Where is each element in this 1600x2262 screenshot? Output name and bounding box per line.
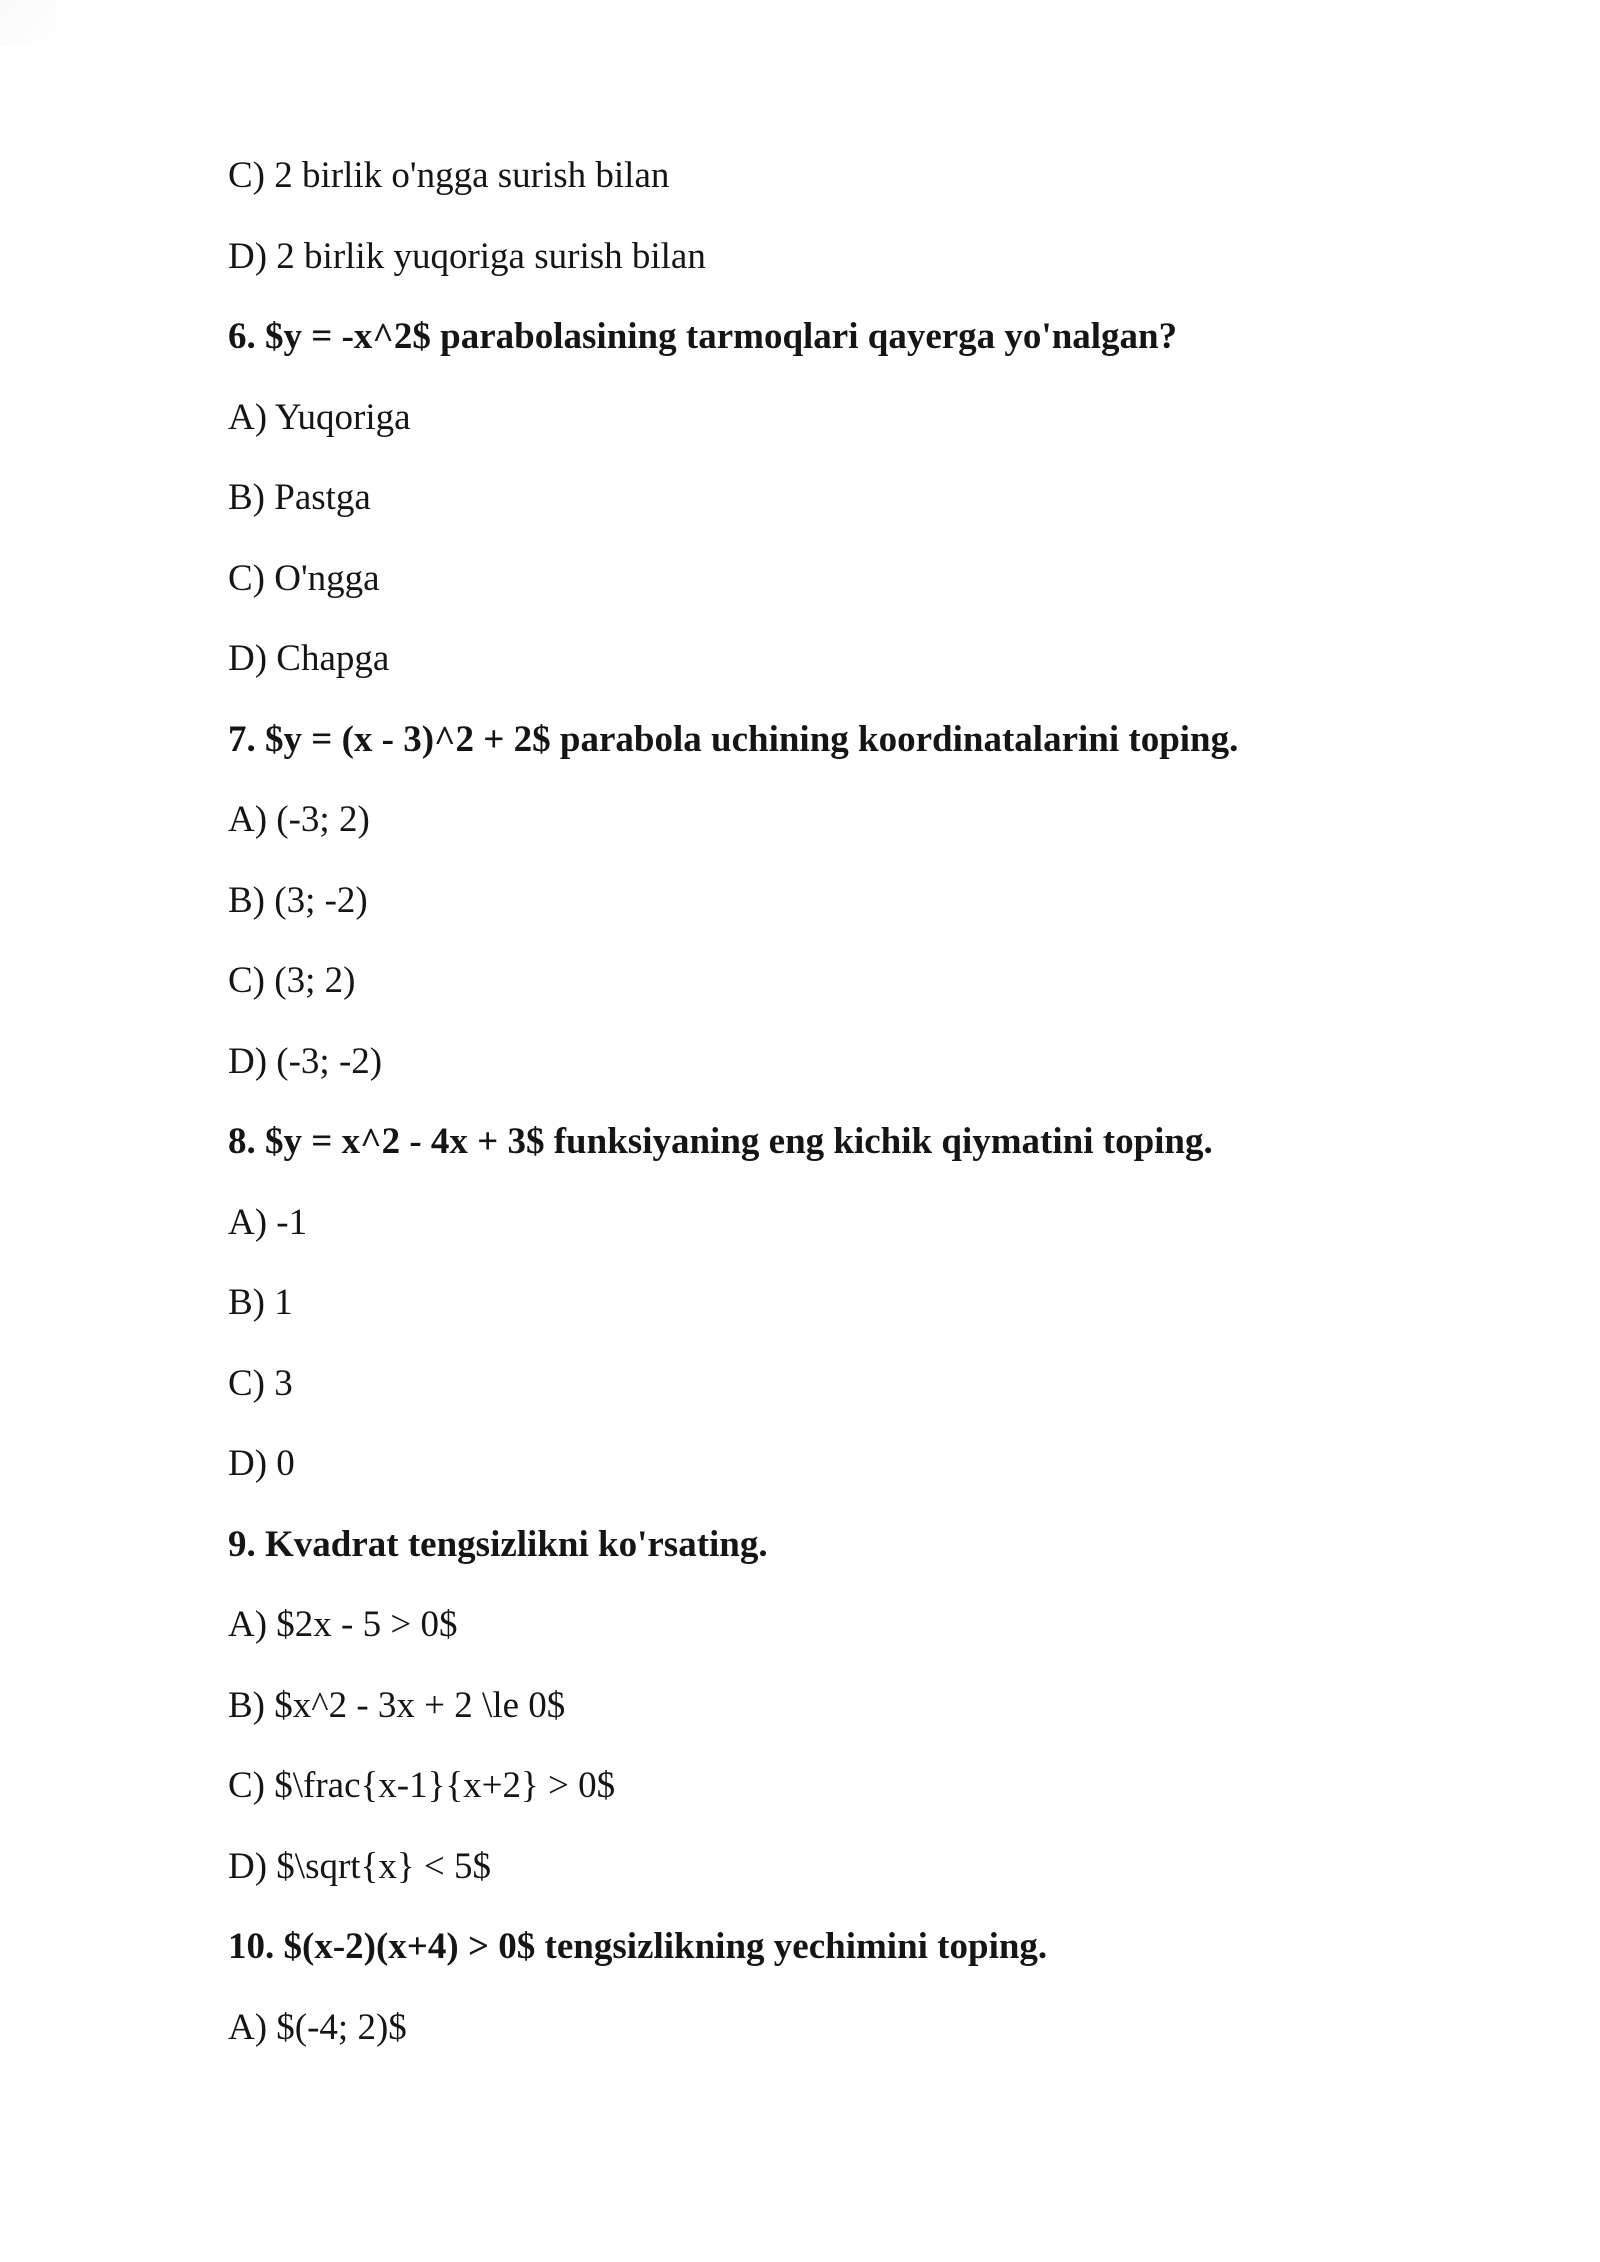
- option-line: A) (-3; 2): [228, 799, 370, 840]
- option-line: D) Chapga: [228, 638, 390, 679]
- option-line: A) $2x - 5 > 0$: [228, 1604, 458, 1645]
- option-line: D) 2 birlik yuqoriga surish bilan: [228, 236, 706, 277]
- option-line: C) $\frac{x-1}{x+2} > 0$: [228, 1765, 616, 1806]
- option-line: D) (-3; -2): [228, 1041, 383, 1082]
- option-line: A) -1: [228, 1202, 308, 1243]
- question-line: 7. $y = (x - 3)^2 + 2$ parabola uchining koordinatalarini toping.: [228, 719, 1239, 760]
- option-line: B) $x^2 - 3x + 2 \le 0$: [228, 1685, 566, 1726]
- option-line: D) $\sqrt{x} < 5$: [228, 1846, 491, 1887]
- scan-corner-artifact: [0, 0, 56, 46]
- option-line: B) Pastga: [228, 477, 371, 518]
- option-line: D) 0: [228, 1443, 295, 1484]
- question-line: 8. $y = x^2 - 4x + 3$ funksiyaning eng kichik qiymatini toping.: [228, 1121, 1213, 1162]
- question-line: 6. $y = -x^2$ parabolasining tarmoqlari qayerga yo'nalgan?: [228, 316, 1178, 357]
- option-line: C) (3; 2): [228, 960, 356, 1001]
- option-line: B) 1: [228, 1282, 293, 1323]
- option-line: C) O'ngga: [228, 558, 380, 599]
- question-line: 9. Kvadrat tengsizlikni ko'rsating.: [228, 1524, 768, 1565]
- option-line: A) Yuqoriga: [228, 397, 411, 438]
- option-line: C) 2 birlik o'ngga surish bilan: [228, 155, 670, 196]
- option-line: C) 3: [228, 1363, 293, 1404]
- option-line: B) (3; -2): [228, 880, 368, 921]
- question-line: 10. $(x-2)(x+4) > 0$ tengsizlikning yechimini toping.: [228, 1926, 1048, 1967]
- option-line: A) $(-4; 2)$: [228, 2007, 407, 2048]
